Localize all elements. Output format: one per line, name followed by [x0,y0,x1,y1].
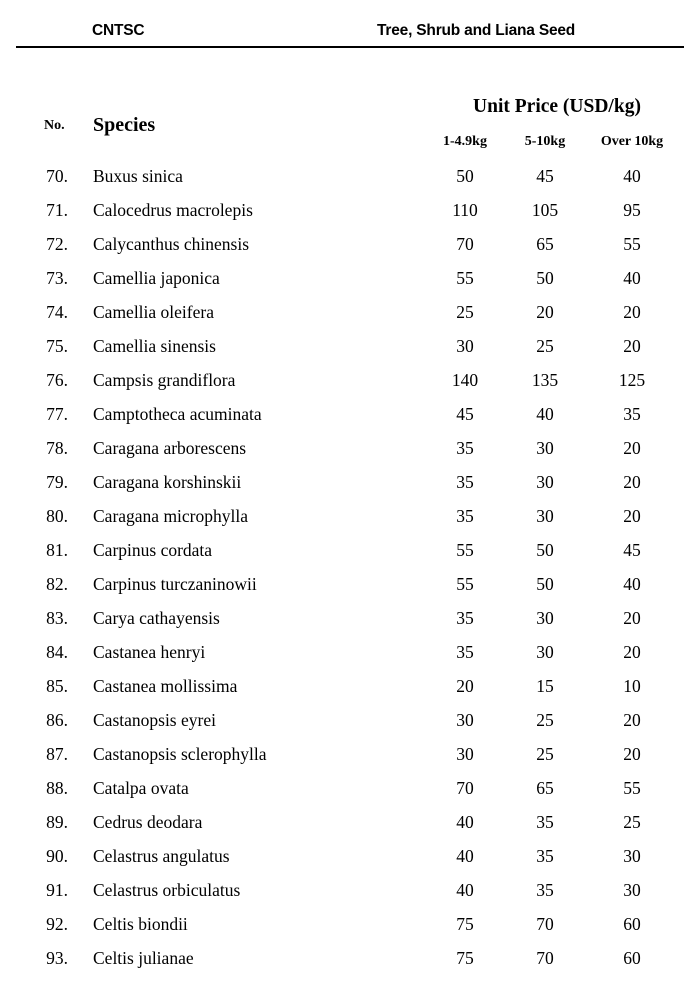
price-5-10kg: 25 [536,710,554,730]
species-name: Caragana microphylla [93,506,249,526]
price-1-4-9kg: 110 [452,200,478,220]
price-5-10kg: 70 [536,948,554,968]
price-over-10kg: 95 [623,200,641,220]
row-number: 80. [46,506,68,526]
species-name: Camptotheca acuminata [93,404,262,424]
row-number: 72. [46,234,68,254]
price-5-10kg: 30 [536,642,554,662]
price-5-10kg: 135 [531,370,559,390]
table-row [0,436,700,470]
table-row [0,266,700,300]
price-1-4-9kg: 55 [456,268,474,288]
row-number: 74. [46,302,68,322]
table-row [0,708,700,742]
price-over-10kg: 20 [623,506,641,526]
table-row [0,368,700,402]
table-row [0,640,700,674]
price-5-10kg: 30 [536,608,554,628]
species-name: Caragana arborescens [93,438,247,458]
table-row [0,300,700,334]
price-5-10kg: 45 [536,166,554,186]
species-name: Castanopsis sclerophylla [93,744,267,764]
price-over-10kg: 20 [623,438,641,458]
header-org: CNTSC [92,22,145,39]
price-1-4-9kg: 20 [456,676,474,696]
row-number: 71. [46,200,68,220]
row-number: 92. [46,914,68,934]
species-name: Celtis julianae [93,948,194,968]
price-5-10kg: 65 [536,778,554,798]
price-5-10kg: 25 [536,744,554,764]
price-over-10kg: 25 [623,812,641,832]
header-section-title: Tree, Shrub and Liana Seed [377,22,576,39]
species-name: Celastrus angulatus [93,846,230,866]
species-name: Caragana korshinskii [93,472,242,492]
price-5-10kg: 30 [536,506,554,526]
price-over-10kg: 20 [623,608,641,628]
row-number: 91. [46,880,68,900]
column-header-unit-price: Unit Price (USD/kg) [473,96,641,117]
price-1-4-9kg: 35 [456,472,474,492]
species-name: Cedrus deodara [93,812,203,832]
row-number: 93. [46,948,68,968]
species-name: Castanopsis eyrei [93,710,216,730]
price-5-10kg: 35 [536,880,554,900]
table-row [0,198,700,232]
row-number: 84. [46,642,68,662]
species-name: Camellia japonica [93,268,220,288]
column-header-price-5-10kg: 5-10kg [524,134,566,149]
price-5-10kg: 40 [536,404,554,424]
row-number: 88. [46,778,68,798]
price-5-10kg: 30 [536,472,554,492]
table-row [0,334,700,368]
table-row [0,470,700,504]
row-number: 87. [46,744,68,764]
row-number: 75. [46,336,68,356]
price-1-4-9kg: 75 [456,914,474,934]
species-name: Celtis biondii [93,914,188,934]
price-over-10kg: 55 [623,778,641,798]
header-rule [16,46,684,48]
column-header-species: Species [93,114,156,136]
price-5-10kg: 50 [536,268,554,288]
row-number: 78. [46,438,68,458]
species-name: Castanea henryi [93,642,206,662]
price-5-10kg: 65 [536,234,554,254]
row-number: 90. [46,846,68,866]
price-over-10kg: 35 [623,404,641,424]
price-5-10kg: 30 [536,438,554,458]
price-5-10kg: 25 [536,336,554,356]
price-1-4-9kg: 30 [456,710,474,730]
price-1-4-9kg: 35 [456,506,474,526]
price-1-4-9kg: 40 [456,846,474,866]
species-name: Calocedrus macrolepis [93,200,253,220]
species-name: Catalpa ovata [93,778,189,798]
price-5-10kg: 35 [536,812,554,832]
table-row [0,164,700,198]
species-name: Buxus sinica [93,166,183,186]
price-1-4-9kg: 30 [456,744,474,764]
row-number: 85. [46,676,68,696]
price-1-4-9kg: 35 [456,608,474,628]
price-1-4-9kg: 45 [456,404,474,424]
row-number: 83. [46,608,68,628]
price-1-4-9kg: 55 [456,574,474,594]
table-row [0,504,700,538]
price-over-10kg: 45 [623,540,641,560]
price-1-4-9kg: 40 [456,880,474,900]
price-1-4-9kg: 70 [456,778,474,798]
table-row [0,606,700,640]
species-name: Campsis grandiflora [93,370,236,390]
price-1-4-9kg: 35 [456,642,474,662]
table-row [0,946,700,980]
table-row [0,878,700,912]
price-1-4-9kg: 140 [451,370,479,390]
price-5-10kg: 20 [536,302,554,322]
price-over-10kg: 20 [623,472,641,492]
column-header-price-1-4-9kg: 1-4.9kg [443,134,487,149]
price-over-10kg: 20 [623,336,641,356]
row-number: 89. [46,812,68,832]
species-name: Camellia oleifera [93,302,214,322]
row-number: 76. [46,370,68,390]
price-5-10kg: 50 [536,540,554,560]
price-over-10kg: 125 [618,370,646,390]
price-1-4-9kg: 25 [456,302,474,322]
price-over-10kg: 55 [623,234,641,254]
price-over-10kg: 20 [623,710,641,730]
species-name: Carpinus cordata [93,540,213,560]
table-row [0,572,700,606]
price-over-10kg: 10 [623,676,641,696]
price-1-4-9kg: 40 [456,812,474,832]
price-over-10kg: 30 [623,880,641,900]
price-1-4-9kg: 70 [456,234,474,254]
price-5-10kg: 50 [536,574,554,594]
price-1-4-9kg: 30 [456,336,474,356]
table-row [0,402,700,436]
price-5-10kg: 15 [536,676,554,696]
price-1-4-9kg: 55 [456,540,474,560]
price-over-10kg: 20 [623,744,641,764]
table-row [0,844,700,878]
species-name: Celastrus orbiculatus [93,880,241,900]
price-5-10kg: 105 [531,200,559,220]
price-over-10kg: 20 [623,302,641,322]
price-over-10kg: 30 [623,846,641,866]
table-row [0,776,700,810]
price-over-10kg: 60 [623,914,641,934]
row-number: 73. [46,268,68,288]
row-number: 77. [46,404,68,424]
column-header-no: No. [44,118,65,133]
table-row [0,538,700,572]
row-number: 82. [46,574,68,594]
species-name: Camellia sinensis [93,336,216,356]
price-1-4-9kg: 75 [456,948,474,968]
row-number: 70. [46,166,68,186]
table-row [0,232,700,266]
table-row [0,912,700,946]
species-name: Calycanthus chinensis [93,234,250,254]
price-1-4-9kg: 50 [456,166,474,186]
table-row [0,674,700,708]
price-over-10kg: 40 [623,166,641,186]
price-table-body [0,164,700,980]
price-5-10kg: 70 [536,914,554,934]
price-5-10kg: 35 [536,846,554,866]
table-row [0,742,700,776]
row-number: 86. [46,710,68,730]
price-over-10kg: 40 [623,268,641,288]
price-over-10kg: 60 [623,948,641,968]
row-number: 79. [46,472,68,492]
column-header-price-over-10kg: Over 10kg [600,134,664,149]
table-row [0,810,700,844]
species-name: Carpinus turczaninowii [93,574,257,594]
price-over-10kg: 20 [623,642,641,662]
species-name: Carya cathayensis [93,608,220,628]
row-number: 81. [46,540,68,560]
price-1-4-9kg: 35 [456,438,474,458]
price-over-10kg: 40 [623,574,641,594]
species-name: Castanea mollissima [93,676,238,696]
